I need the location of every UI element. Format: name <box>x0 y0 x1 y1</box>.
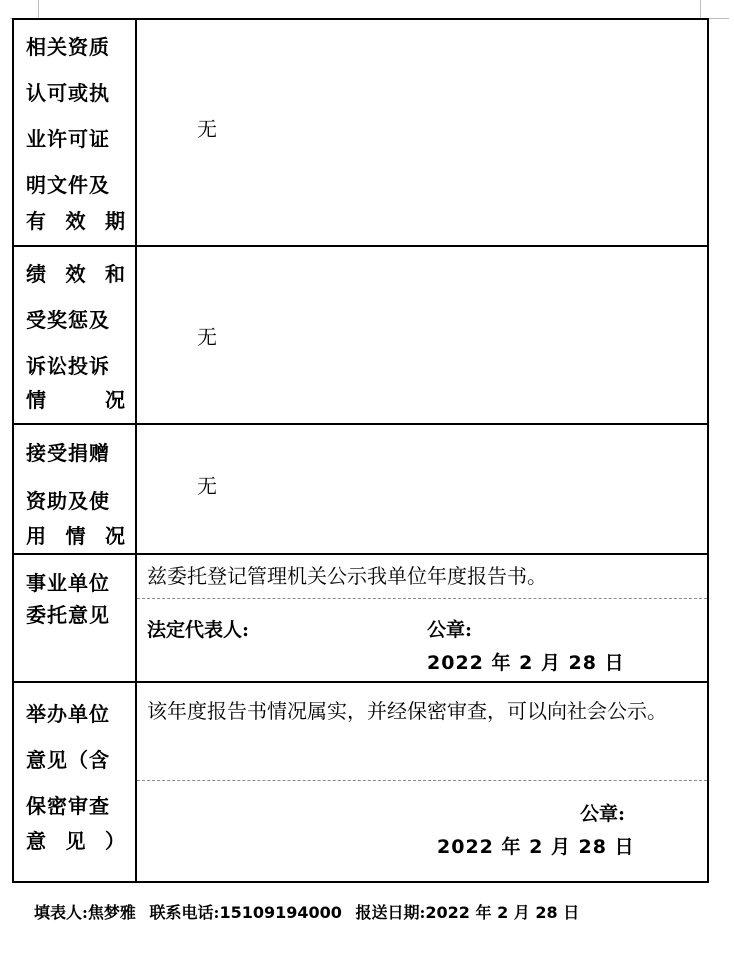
filler-name: 焦梦雅 <box>87 903 136 922</box>
qualification-label-line: 明文件及 <box>26 173 110 197</box>
performance-label-line: 绩 效 和 <box>26 262 126 286</box>
qualification-label-line: 业许可证 <box>26 127 110 151</box>
entrust-seal-label: 公章: <box>427 619 473 641</box>
entrust-label-line: 委托意见 <box>26 603 110 627</box>
filler-label: 填表人: <box>34 903 88 922</box>
performance-label-line: 诉讼投诉 <box>26 354 110 378</box>
sponsor-label-line: 意 见 ） <box>26 829 126 853</box>
sponsor-content-cell <box>136 682 708 882</box>
qualification-value-cell <box>136 19 708 246</box>
qualification-label-cell <box>13 19 136 246</box>
entrust-label-cell <box>13 554 136 682</box>
sponsor-label-line: 举办单位 <box>26 702 110 726</box>
phone-label: 联系电话: <box>149 903 220 922</box>
donation-value: 无 <box>197 473 217 498</box>
sponsor-statement: 该年度报告书情况属实，并经保密审查，可以向社会公示。 <box>147 699 667 723</box>
entrust-statement: 兹委托登记管理机关公示我单位年度报告书。 <box>147 564 547 588</box>
performance-label-cell <box>13 246 136 424</box>
page-corner-mark-left <box>10 0 39 19</box>
submit-date: 2022 年 2 月 28 日 <box>425 903 580 922</box>
footer <box>34 900 579 923</box>
donation-label-line: 用 情 况 <box>26 524 126 548</box>
performance-value: 无 <box>197 324 217 349</box>
table-row <box>13 424 708 554</box>
performance-label-line: 受奖惩及 <box>26 308 110 332</box>
entrust-content-cell <box>136 554 708 682</box>
legal-representative-label: 法定代表人: <box>147 619 250 641</box>
table-row <box>13 554 708 682</box>
sponsor-date: 2022 年 2 月 28 日 <box>437 836 635 858</box>
donation-label-line: 接受捐赠 <box>26 441 110 465</box>
table-row <box>13 246 708 424</box>
entrust-date: 2022 年 2 月 28 日 <box>427 652 625 674</box>
submit-date-label: 报送日期: <box>355 903 426 922</box>
qualification-label-line: 相关资质 <box>26 35 110 59</box>
qualification-label-line: 认可或执 <box>26 81 110 105</box>
report-table <box>12 18 709 883</box>
donation-label-cell <box>13 424 136 554</box>
sponsor-label-line: 保密审查 <box>26 794 110 818</box>
entrust-label-line: 事业单位 <box>26 571 110 595</box>
donation-label-line: 资助及使 <box>26 489 110 513</box>
performance-value-cell <box>136 246 708 424</box>
table-row <box>13 682 708 882</box>
performance-label-line: 情 况 <box>26 388 126 412</box>
qualification-value: 无 <box>197 117 217 141</box>
sponsor-label-cell <box>13 682 136 882</box>
sponsor-label-line: 意见（含 <box>26 748 110 772</box>
page-corner-mark-right <box>700 0 729 19</box>
sponsor-seal-label: 公章: <box>579 803 625 825</box>
qualification-label-line: 有 效 期 <box>26 209 126 233</box>
table-row <box>13 19 708 246</box>
donation-value-cell <box>136 424 708 554</box>
phone-number: 15109194000 <box>219 903 342 922</box>
